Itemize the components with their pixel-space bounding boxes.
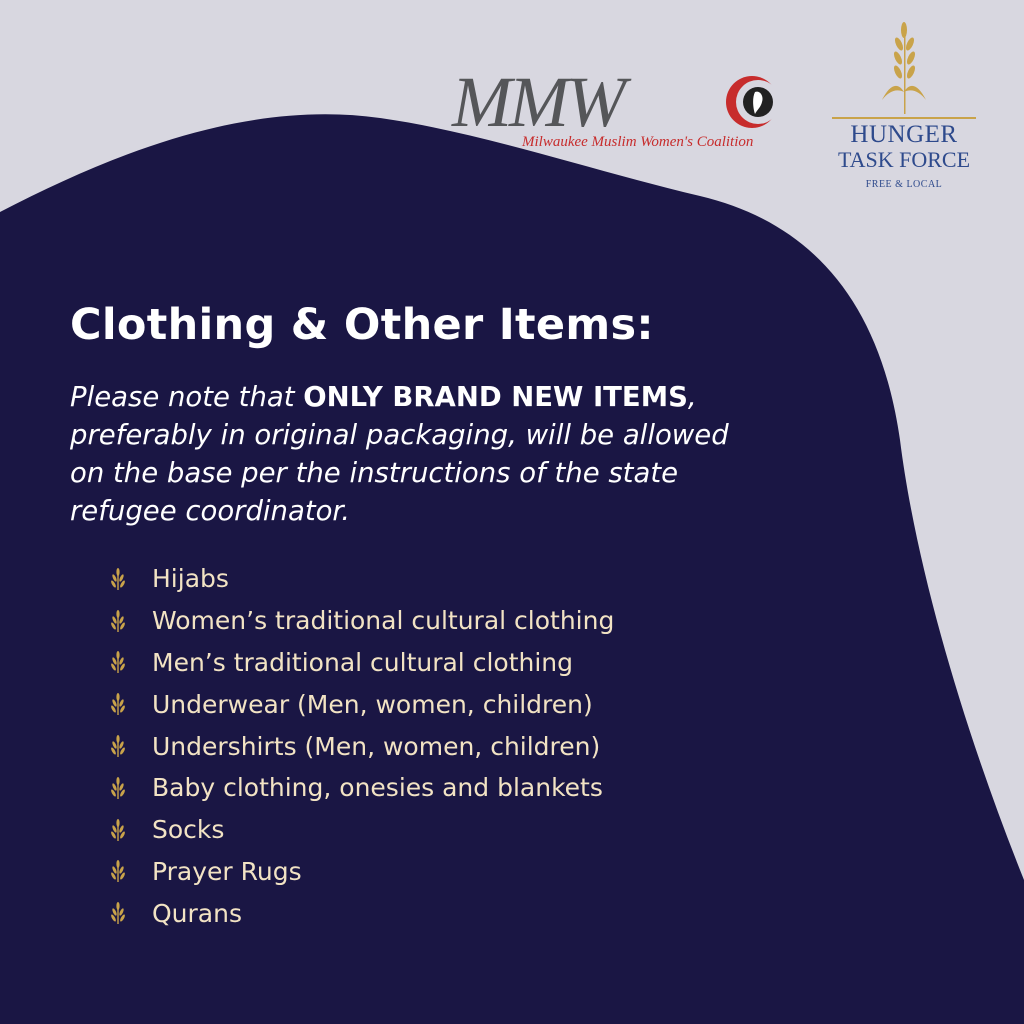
logo-divider-line — [832, 117, 976, 119]
wheat-icon — [108, 568, 128, 590]
wheat-icon — [108, 902, 128, 924]
mmwc-logo — [452, 62, 812, 162]
wheat-logo-icon — [876, 22, 932, 114]
list-item — [108, 809, 614, 851]
list-item — [108, 600, 614, 642]
note-line-3: on the base per the instructions of the state — [70, 457, 679, 489]
hunger-task-force-logo — [832, 22, 976, 190]
list-item — [108, 683, 614, 725]
note-paragraph — [70, 378, 870, 530]
list-item — [108, 642, 614, 684]
htf-tagline: FREE & LOCAL — [865, 179, 943, 190]
item-label: Undershirts (Men, women, children) — [152, 731, 601, 761]
page-title: Clothing & Other Items: — [70, 300, 654, 350]
note-line-4: refugee coordinator. — [70, 495, 350, 527]
note-line-1 — [70, 378, 870, 416]
wheat-icon — [108, 860, 128, 882]
mmwc-logo-letters: MMW — [452, 62, 623, 142]
wheat-icon — [108, 735, 128, 757]
note-comma: , — [687, 381, 697, 413]
mmwc-subtitle: Milwaukee Muslim Women's Coalition — [522, 134, 754, 150]
list-item — [108, 851, 614, 893]
wheat-icon — [108, 819, 128, 841]
htf-name-line2: TASK FORCE — [837, 147, 971, 172]
item-label: Prayer Rugs — [152, 856, 302, 886]
item-label: Underwear (Men, women, children) — [152, 689, 593, 719]
items-list — [108, 558, 614, 934]
note-line-2: preferably in original packaging, will be allowed — [70, 419, 729, 451]
item-label: Baby clothing, onesies and blankets — [152, 773, 603, 803]
wheat-icon — [108, 777, 128, 799]
item-label: Qurans — [152, 898, 242, 928]
item-label: Socks — [152, 815, 225, 845]
wheat-icon — [108, 651, 128, 673]
item-label: Women’s traditional cultural clothing — [152, 606, 615, 636]
list-item — [108, 892, 614, 934]
mmwc-crescent-icon — [722, 72, 782, 132]
item-label: Men’s traditional cultural clothing — [152, 647, 573, 677]
htf-name-line1: HUNGER — [850, 121, 958, 148]
item-label: Hijabs — [152, 564, 229, 594]
wheat-icon — [108, 693, 128, 715]
note-emphasis: ONLY BRAND NEW ITEMS — [303, 381, 688, 413]
wheat-icon — [108, 610, 128, 632]
note-intro: Please note that — [70, 381, 304, 413]
list-item — [108, 558, 614, 600]
list-item — [108, 767, 614, 809]
list-item — [108, 725, 614, 767]
